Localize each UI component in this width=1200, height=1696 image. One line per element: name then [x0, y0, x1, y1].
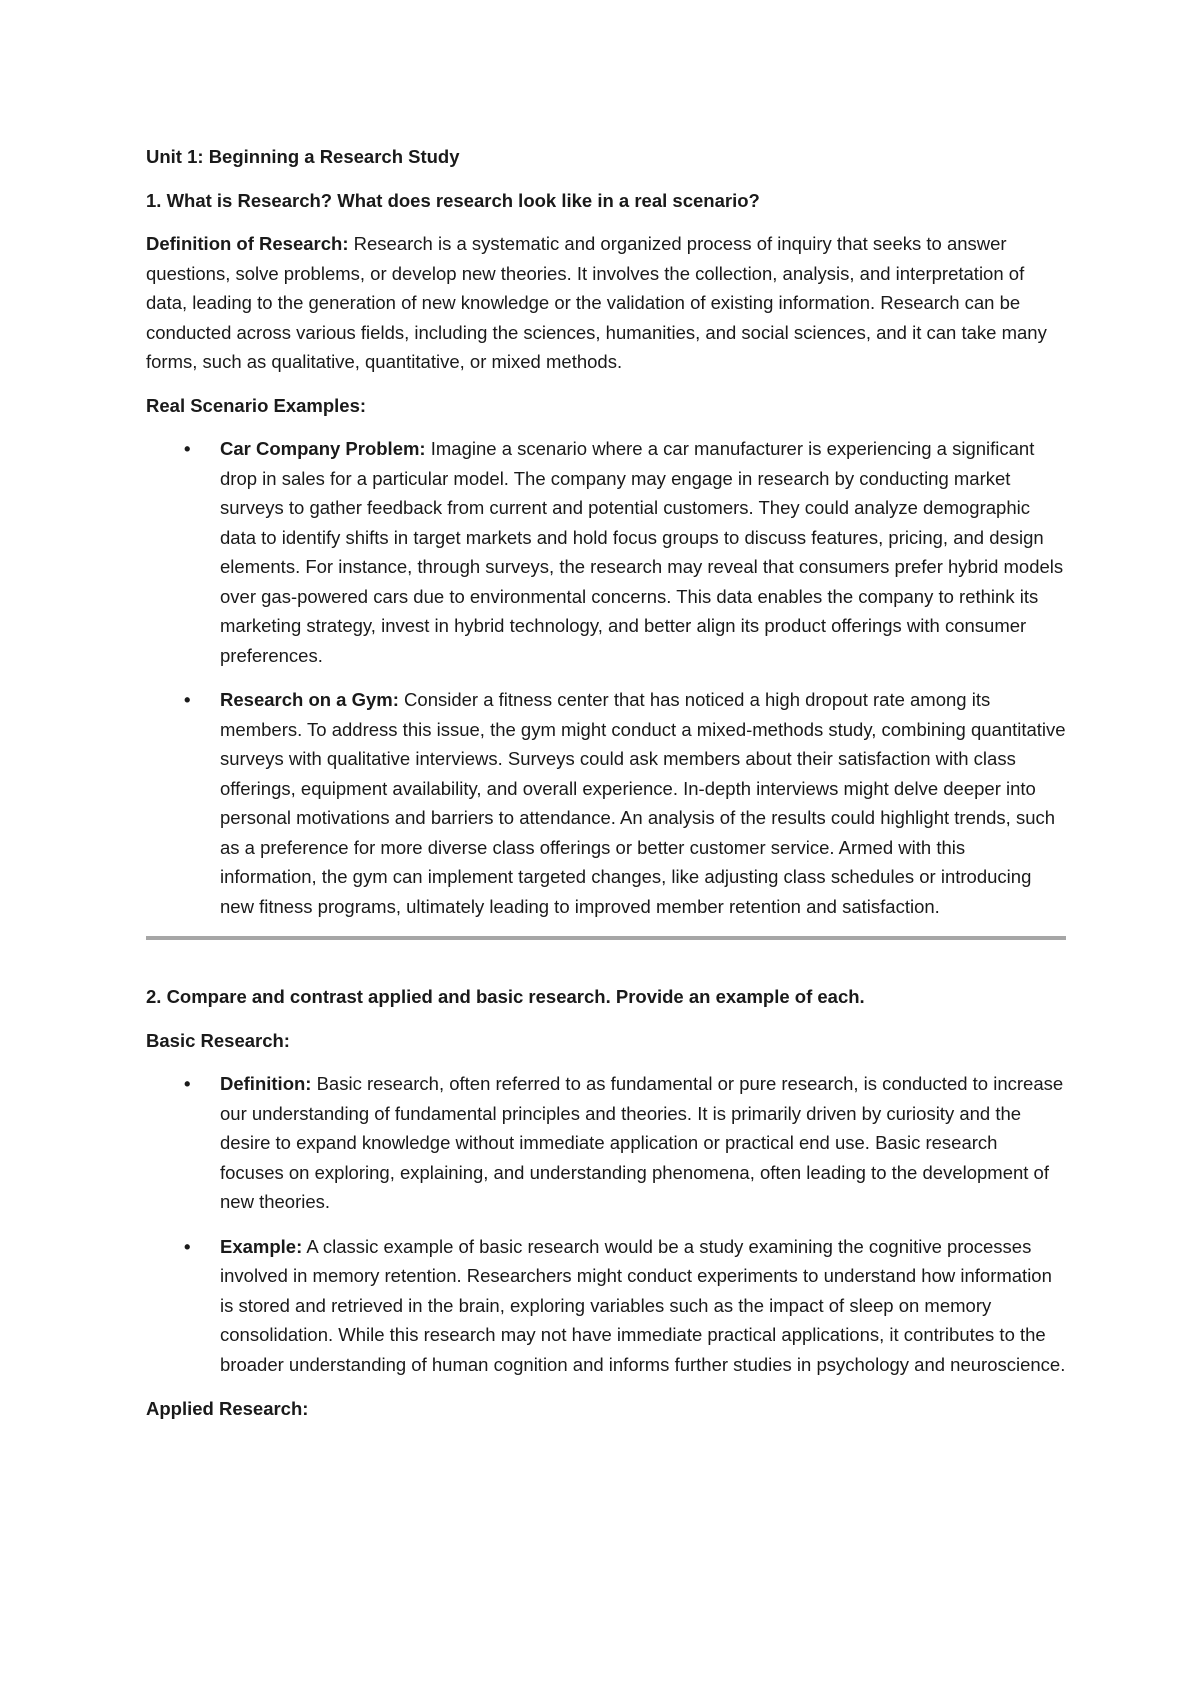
- document-page: [146, 142, 1066, 1438]
- definition-paragraph: [146, 229, 1066, 377]
- examples-heading: Real Scenario Examples:: [146, 394, 367, 416]
- section-1-question: 1. What is Research? What does research look like in a real scenario?: [146, 189, 760, 211]
- basic-example-text: A classic example of basic research would be a study examining the cognitive processes involved in memory retention. Researchers might conduct experiments to understand how information is stored and retrieved in the brain, exploring variables such as the impact of sleep on memory consolidation. While this research may not have immediate practical applications, it contributes to the broader understanding of human cognition and informs further studies in psychology and neuroscience.: [220, 1235, 1066, 1375]
- basic-definition-label: Definition:: [220, 1073, 312, 1094]
- bullet-icon: •: [184, 438, 191, 459]
- unit-title: Unit 1: Beginning a Research Study: [146, 146, 460, 167]
- example-text: Imagine a scenario where a car manufacturer is experiencing a significant drop in sales for a particular model. The company may engage in research by conducting market surveys to gather feedback from current and potential customers. They could analyze demographic data to identify shifts in target markets and hold focus groups to discuss features, pricing, and design elements. For instance, through surveys, the research may reveal that consumers prefer hybrid models over gas-powered cars due to environmental concerns. This data enables the company to rethink its marketing strategy, invest in hybrid technology, and better align its product offerings with consumer preferences.: [220, 438, 1064, 666]
- bullet-icon: •: [184, 1073, 191, 1094]
- bullet-icon: •: [184, 689, 191, 710]
- basic-research-list: [146, 1069, 1066, 1379]
- section-2-question: 2. Compare and contrast applied and basic research. Provide an example of each.: [146, 986, 865, 1007]
- list-item: [146, 685, 1066, 921]
- list-item: [146, 1232, 1066, 1380]
- examples-list: [146, 434, 1066, 921]
- definition-label: Definition of Research:: [146, 233, 349, 254]
- list-item: [146, 1069, 1066, 1217]
- example-text: Consider a fitness center that has noticed a high dropout rate among its members. To address this issue, the gym might conduct a mixed-methods study, combining quantitative surveys with qualitative interviews. Surveys could ask members about their satisfaction with class offerings, equipment availability, and overall experience. In-depth interviews might delve deeper into personal motivations and barriers to attendance. An analysis of the results could highlight trends, such as a preference for more diverse class offerings or better customer service. Armed with this information, the gym can implement targeted changes, like adjusting class schedules or introducing new fitness programs, ultimately leading to improved member retention and satisfaction.: [220, 689, 1066, 917]
- definition-text: Research is a systematic and organized process of inquiry that seeks to answer questions, solve problems, or develop new theories. It involves the collection, analysis, and interpretation of data, leading to the generation of new knowledge or the validation of existing information. Research can be conducted across various fields, including the sciences, humanities, and social sciences, and it can take many forms, such as qualitative, quantitative, or mixed methods.: [146, 233, 1047, 372]
- example-label: Car Company Problem:: [220, 438, 426, 459]
- bullet-icon: •: [184, 1235, 191, 1257]
- basic-research-heading: Basic Research:: [146, 1029, 290, 1051]
- applied-research-heading: Applied Research:: [146, 1398, 309, 1419]
- example-label: Research on a Gym:: [220, 689, 399, 710]
- list-item: [146, 434, 1066, 670]
- basic-definition-text: Basic research, often referred to as fundamental or pure research, is conducted to increase our understanding of fundamental principles and theories. It is primarily driven by curiosity and the desire to expand knowledge without immediate application or practical end use. Basic research focuses on exploring, explaining, and understanding phenomena, often leading to the development of new theories.: [220, 1073, 1064, 1212]
- basic-example-label: Example:: [220, 1235, 303, 1257]
- horizontal-divider: [146, 936, 1066, 940]
